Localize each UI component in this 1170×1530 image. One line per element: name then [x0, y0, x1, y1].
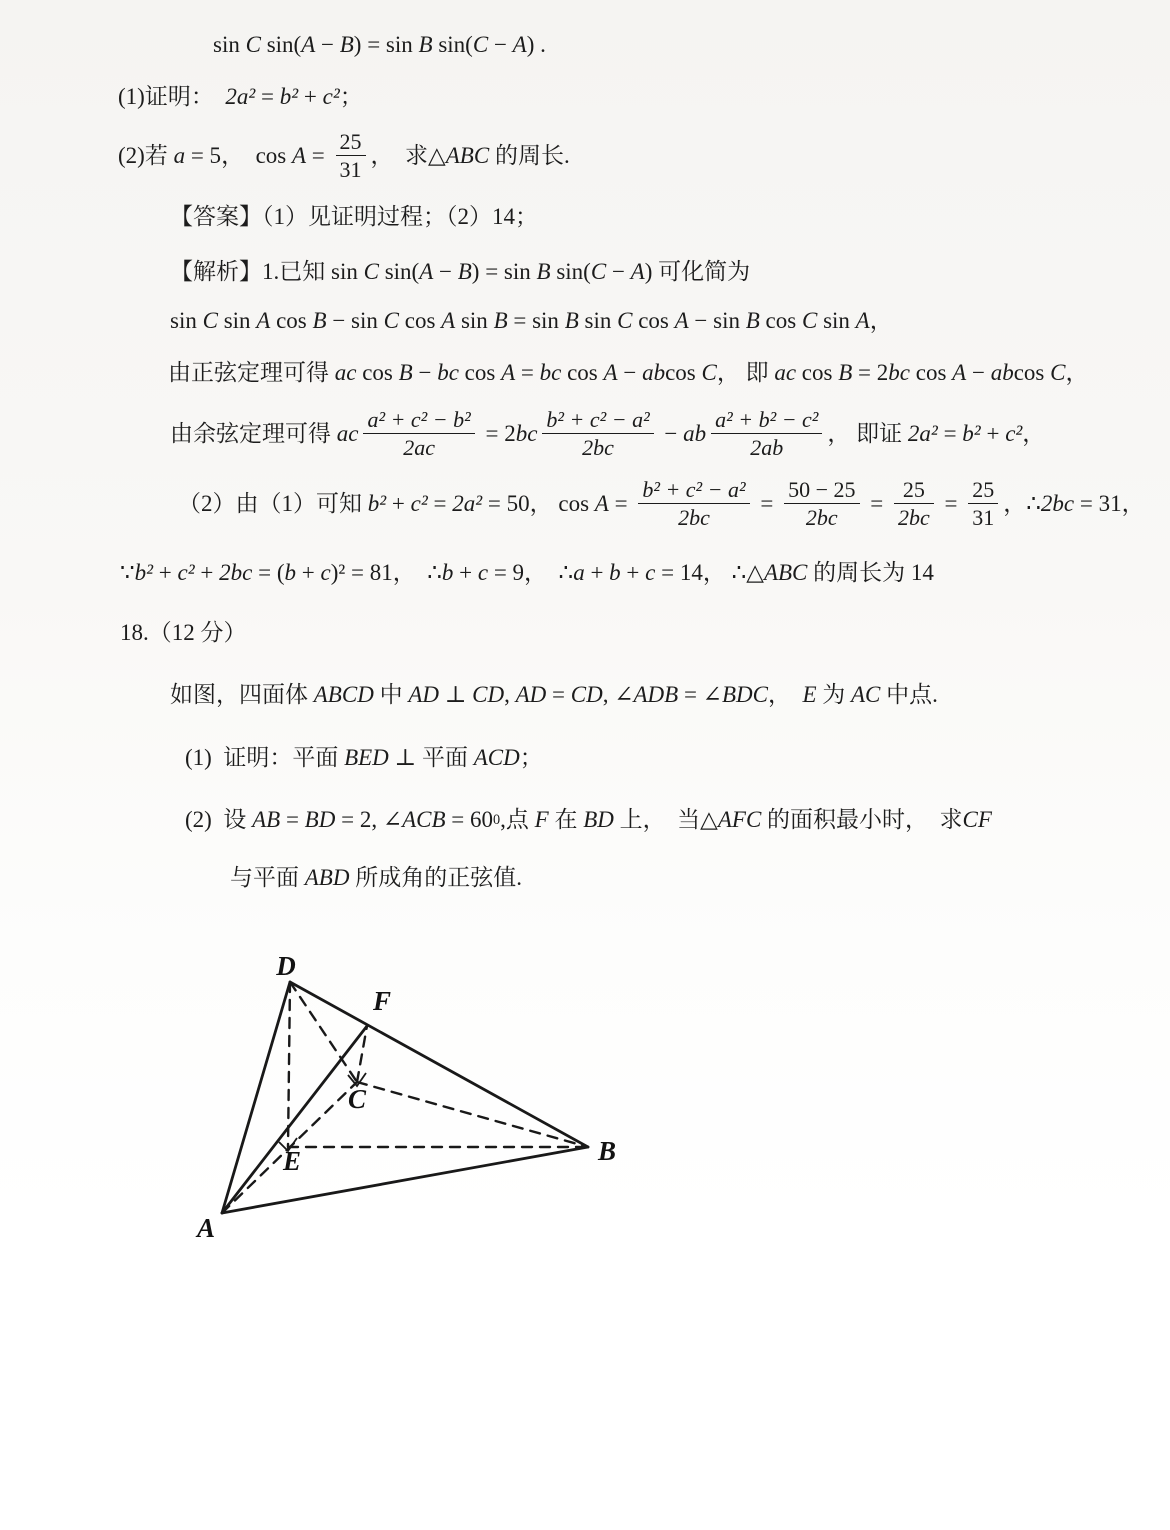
- part1-prove: [118, 82, 363, 112]
- math-variable: A: [674, 308, 689, 333]
- math-variable: C: [363, 259, 379, 284]
- math-text: )² = 81: [330, 560, 393, 585]
- math-text: = 2: [479, 420, 516, 446]
- fraction-numerator: a² + b² − c²: [715, 407, 819, 432]
- math-variable: CD: [472, 682, 505, 707]
- math-text: +: [584, 560, 610, 585]
- math-variable: A: [419, 259, 434, 284]
- fraction-denominator: 2bc: [784, 503, 859, 530]
- chinese-text: （2）由（1）可知: [178, 490, 368, 516]
- math-text: sin(: [432, 32, 473, 57]
- math-variable: C: [701, 360, 717, 385]
- math-variable: B: [745, 308, 760, 333]
- math-text: +: [153, 560, 178, 585]
- math-text: +: [453, 560, 478, 585]
- chinese-text: ，: [1003, 490, 1027, 516]
- chinese-text: 如图，四面体: [170, 682, 314, 707]
- math-variable: CF: [962, 807, 992, 832]
- math-text: sin(: [378, 259, 420, 284]
- chinese-text: 设: [223, 807, 253, 832]
- math-variable: AD: [408, 682, 439, 707]
- math-text: cos: [759, 308, 802, 333]
- math-text: =: [515, 360, 540, 385]
- math-variable: A: [630, 259, 645, 284]
- math-text: (1): [185, 745, 224, 770]
- chinese-text: ，: [1065, 360, 1089, 385]
- math-variable: bc: [515, 420, 538, 446]
- math-text: +: [620, 560, 646, 585]
- chinese-text: 由余弦定理可得: [170, 420, 337, 446]
- math-text: ) .: [526, 32, 546, 57]
- chinese-text: 中: [373, 682, 409, 707]
- math-variable: A: [256, 308, 271, 333]
- math-text: =: [864, 490, 889, 516]
- math-variable: A: [441, 308, 456, 333]
- math-text: cos: [665, 360, 702, 385]
- vertex-label-C: C: [347, 1084, 367, 1114]
- fraction: [542, 407, 653, 461]
- math-variable: ab: [990, 360, 1014, 385]
- math-variable: BDC: [721, 682, 768, 707]
- math-variable: BD: [583, 807, 614, 832]
- math-variable: BED: [344, 745, 389, 770]
- fraction-denominator: 31: [968, 503, 998, 530]
- math-variable: CD: [570, 682, 603, 707]
- math-variable: 2a²: [452, 490, 483, 516]
- math-variable: 2a²: [225, 84, 256, 109]
- math-text: = 50: [482, 490, 530, 516]
- chinese-text: 由正弦定理可得: [168, 360, 335, 385]
- math-text: = 31: [1074, 490, 1122, 516]
- math-variable: c²: [322, 84, 340, 109]
- fraction: [894, 477, 934, 531]
- superscript: 0: [493, 811, 501, 828]
- math-text: −: [488, 32, 513, 57]
- math-variable: B: [493, 308, 508, 333]
- fraction-numerator: 25: [972, 477, 995, 502]
- math-text: cos: [270, 308, 313, 333]
- fraction: [784, 477, 859, 531]
- math-variable: ab: [642, 360, 666, 385]
- vertex-label-D: D: [276, 951, 296, 981]
- chinese-text: ；: [519, 745, 543, 770]
- conclusion-line: [120, 558, 934, 588]
- fraction: [336, 129, 366, 183]
- math-variable: b: [441, 560, 454, 585]
- math-variable: C: [590, 259, 607, 284]
- math-variable: ACD: [473, 745, 520, 770]
- math-text: sin: [213, 32, 246, 57]
- math-variable: B: [457, 259, 472, 284]
- math-text: −: [433, 259, 458, 284]
- edge-AD-solid: [222, 982, 290, 1213]
- math-variable: B: [312, 308, 327, 333]
- math-text: = sin: [507, 308, 565, 333]
- math-text: ∵: [120, 560, 135, 585]
- chinese-text: ，: [524, 560, 559, 585]
- answer-line: [170, 202, 538, 232]
- math-variable: B: [536, 259, 551, 284]
- math-text: 14: [910, 560, 934, 585]
- math-text: +: [194, 560, 220, 585]
- math-variable: c: [645, 560, 656, 585]
- math-text: sin(: [550, 259, 591, 284]
- problem-18-part1: [185, 743, 543, 773]
- math-variable: a: [173, 142, 186, 168]
- fraction-denominator: 2bc: [542, 433, 653, 460]
- edge-DE-dashed: [288, 982, 290, 1147]
- vertex-label-B: B: [597, 1136, 617, 1166]
- expanded-equation: [170, 306, 893, 336]
- chinese-text: 的周长为: [807, 560, 911, 585]
- math-variable: ABD: [304, 865, 350, 890]
- chinese-text: 【解析】: [170, 259, 262, 284]
- math-variable: B: [339, 32, 354, 57]
- math-variable: c: [477, 560, 489, 585]
- math-variable: A: [501, 360, 516, 385]
- fraction-numerator: a² + c² − b²: [367, 407, 471, 432]
- chinese-text: ，: [869, 308, 893, 333]
- fraction-numerator: 25: [902, 477, 925, 502]
- math-variable: c²: [410, 490, 428, 516]
- math-text: 1.: [262, 259, 280, 284]
- math-variable: A: [291, 142, 307, 168]
- math-text: = 9: [488, 560, 525, 585]
- math-variable: AFC: [717, 807, 762, 832]
- chinese-text: 中点.: [880, 682, 938, 707]
- math-text: ): [644, 259, 659, 284]
- fraction-denominator: 31: [336, 155, 366, 182]
- math-text: sin: [455, 308, 494, 333]
- math-text: cos: [909, 360, 953, 385]
- part2-solution-line: [178, 477, 1145, 531]
- analysis-intro: [170, 257, 750, 287]
- math-variable: ABCD: [313, 682, 374, 707]
- math-text: = 5: [185, 142, 222, 168]
- fraction-numerator: b² + c² − a²: [642, 477, 746, 502]
- math-text: cos: [632, 308, 675, 333]
- vertex-label-A: A: [196, 1213, 216, 1243]
- tetrahedron-figure: [170, 930, 640, 1270]
- fraction-denominator: 2ab: [711, 433, 822, 460]
- chinese-text: 点: [505, 807, 535, 832]
- math-variable: 2bc: [219, 560, 253, 585]
- math-text: = 2, ∠: [335, 807, 403, 832]
- math-variable: C: [245, 32, 261, 57]
- math-text: sin: [817, 308, 856, 333]
- math-text: cos: [458, 360, 502, 385]
- fraction-numerator: 50 − 25: [788, 477, 856, 502]
- math-variable: A: [952, 360, 967, 385]
- vertex-label-F: F: [372, 986, 392, 1016]
- math-text: ) = sin: [353, 32, 419, 57]
- edge-CB-dashed: [357, 1082, 588, 1147]
- math-text: =: [937, 420, 963, 446]
- math-text: cos: [398, 308, 442, 333]
- math-variable: A: [594, 490, 609, 516]
- math-variable: A: [603, 360, 618, 385]
- math-variable: C: [383, 308, 399, 333]
- fraction-denominator: 2bc: [894, 503, 934, 530]
- math-text: = 60: [445, 807, 494, 832]
- math-text: 18.: [120, 620, 149, 645]
- math-text: = 2: [852, 360, 889, 385]
- chinese-text: 为: [816, 682, 851, 707]
- chinese-text: ， 求: [370, 142, 429, 168]
- chinese-text: 与平面: [230, 865, 305, 890]
- math-variable: F: [534, 807, 549, 832]
- math-text: −: [966, 360, 991, 385]
- math-text: sin: [331, 259, 364, 284]
- math-text: − sin: [688, 308, 746, 333]
- math-variable: ABC: [763, 560, 808, 585]
- math-text: =: [754, 490, 780, 516]
- math-text: cos: [561, 360, 604, 385]
- chinese-text: 证明：平面: [223, 745, 345, 770]
- math-variable: E: [802, 682, 817, 707]
- math-variable: A: [301, 32, 316, 57]
- chinese-text: ，: [529, 490, 559, 516]
- math-variable: C: [1050, 360, 1066, 385]
- math-variable: B: [418, 32, 433, 57]
- math-variable: b: [609, 560, 621, 585]
- math-variable: C: [617, 308, 633, 333]
- math-text: ,: [500, 807, 506, 832]
- math-text: (2): [185, 807, 224, 832]
- fraction: [638, 477, 749, 531]
- math-text: ∴: [558, 560, 574, 585]
- math-variable: ABC: [445, 142, 490, 168]
- edge-DB-solid: [290, 982, 588, 1147]
- math-text: = 14: [655, 560, 703, 585]
- chinese-text: 平面: [421, 745, 474, 770]
- math-text: sin: [578, 308, 618, 333]
- math-variable: c: [320, 560, 331, 585]
- chinese-text: 【答案】（1）见证明过程；（2）14；: [170, 204, 538, 229]
- chinese-text: 上， 当: [613, 807, 701, 832]
- fraction: [363, 407, 474, 461]
- math-text: ⊥: [388, 745, 422, 770]
- math-variable: B: [838, 360, 853, 385]
- chinese-text: 可化简为: [658, 259, 751, 284]
- math-variable: b²: [962, 420, 981, 446]
- math-text: ∴: [427, 560, 442, 585]
- math-variable: c²: [177, 560, 195, 585]
- math-variable: B: [398, 360, 413, 385]
- chinese-text: ，: [767, 682, 803, 707]
- math-text: +: [298, 84, 323, 109]
- math-text: =: [280, 807, 305, 832]
- math-text: =: [546, 682, 571, 707]
- given-equation: [213, 30, 546, 60]
- math-text: cos: [796, 360, 839, 385]
- chinese-text: ；: [339, 84, 363, 109]
- chinese-text: （12 分）: [148, 620, 247, 645]
- math-text: cos: [356, 360, 399, 385]
- math-text: cos: [1013, 360, 1051, 385]
- fraction: [968, 477, 998, 531]
- math-text: sin: [217, 308, 257, 333]
- math-variable: AB: [252, 807, 281, 832]
- math-text: =: [938, 490, 964, 516]
- math-text: −: [412, 360, 438, 385]
- math-text: ⊥: [438, 682, 473, 707]
- vertex-label-E: E: [282, 1146, 302, 1176]
- sine-rule-line: [168, 358, 1088, 388]
- fraction-denominator: 2ac: [363, 433, 474, 460]
- edge-AB-solid: [222, 1147, 588, 1213]
- chinese-text: (1)证明：: [118, 84, 226, 109]
- math-variable: ADB: [633, 682, 679, 707]
- math-variable: ACB: [402, 807, 446, 832]
- fraction-denominator: 2bc: [638, 503, 749, 530]
- math-text: ) = sin: [471, 259, 537, 284]
- chinese-text: ，: [392, 560, 428, 585]
- math-text: cos: [255, 142, 292, 168]
- math-text: sin: [170, 308, 203, 333]
- math-variable: b²: [367, 490, 387, 516]
- math-variable: C: [472, 32, 489, 57]
- chinese-text: 的周长.: [489, 142, 570, 168]
- fraction-numerator: b² + c² − a²: [546, 407, 650, 432]
- chinese-text: ，: [1121, 490, 1145, 516]
- math-text: − sin: [326, 308, 384, 333]
- math-text: −: [617, 360, 643, 385]
- chinese-text: ， 即证: [827, 420, 908, 446]
- math-variable: bc: [888, 360, 910, 385]
- math-variable: ac: [334, 360, 357, 385]
- problem-18-part2: [185, 805, 992, 835]
- math-text: +: [386, 490, 411, 516]
- fraction: [711, 407, 822, 461]
- math-text: △: [700, 807, 718, 832]
- math-variable: BD: [304, 807, 336, 832]
- math-text: △: [428, 142, 446, 168]
- edge-AF-solid: [222, 1026, 367, 1213]
- chinese-text: ， 即: [716, 360, 775, 385]
- cosine-rule-line: [170, 407, 1045, 461]
- math-text: ∴△: [731, 560, 764, 585]
- math-variable: b²: [134, 560, 154, 585]
- math-text: −: [315, 32, 340, 57]
- math-variable: 2a²: [907, 420, 938, 446]
- math-variable: bc: [437, 360, 459, 385]
- math-text: = (: [252, 560, 285, 585]
- chinese-text: ，: [702, 560, 732, 585]
- math-text: , ∠: [602, 682, 634, 707]
- problem-18-number: [120, 618, 247, 648]
- math-variable: ab: [683, 420, 707, 446]
- math-text: =: [427, 490, 453, 516]
- math-variable: b: [284, 560, 296, 585]
- chinese-text: ，: [1022, 420, 1046, 446]
- math-text: = ∠: [678, 682, 722, 707]
- math-variable: C: [202, 308, 218, 333]
- fraction-numerator: 25: [339, 129, 362, 154]
- math-text: ,: [504, 682, 516, 707]
- math-variable: a: [573, 560, 585, 585]
- problem-18-statement: [170, 680, 938, 710]
- math-text: +: [980, 420, 1006, 446]
- edge-DC-dashed: [290, 982, 357, 1082]
- chinese-text: 所成角的正弦值.: [349, 865, 522, 890]
- math-text: =: [608, 490, 634, 516]
- math-variable: A: [512, 32, 527, 57]
- math-variable: ac: [774, 360, 797, 385]
- math-text: =: [306, 142, 331, 168]
- math-variable: C: [801, 308, 818, 333]
- chinese-text: ，: [221, 142, 256, 168]
- chinese-text: 的面积最小时， 求: [761, 807, 963, 832]
- chinese-text: 在: [548, 807, 584, 832]
- math-text: −: [606, 259, 631, 284]
- math-text: cos: [558, 490, 595, 516]
- math-text: =: [255, 84, 280, 109]
- math-text: −: [658, 420, 684, 446]
- math-variable: B: [564, 308, 579, 333]
- chinese-text: 已知: [279, 259, 331, 284]
- math-variable: ac: [336, 420, 359, 446]
- math-variable: c²: [1005, 420, 1023, 446]
- math-text: +: [295, 560, 321, 585]
- math-variable: bc: [539, 360, 562, 385]
- problem-18-part2-cont: [230, 863, 522, 893]
- math-text: sin(: [260, 32, 302, 57]
- part2-question: [118, 129, 570, 183]
- math-variable: AD: [515, 682, 547, 707]
- chinese-text: (2)若: [118, 142, 174, 168]
- math-text: ∴: [1026, 490, 1041, 516]
- math-variable: 2bc: [1040, 490, 1075, 516]
- math-variable: b²: [279, 84, 299, 109]
- math-variable: AC: [851, 682, 881, 707]
- math-variable: A: [855, 308, 870, 333]
